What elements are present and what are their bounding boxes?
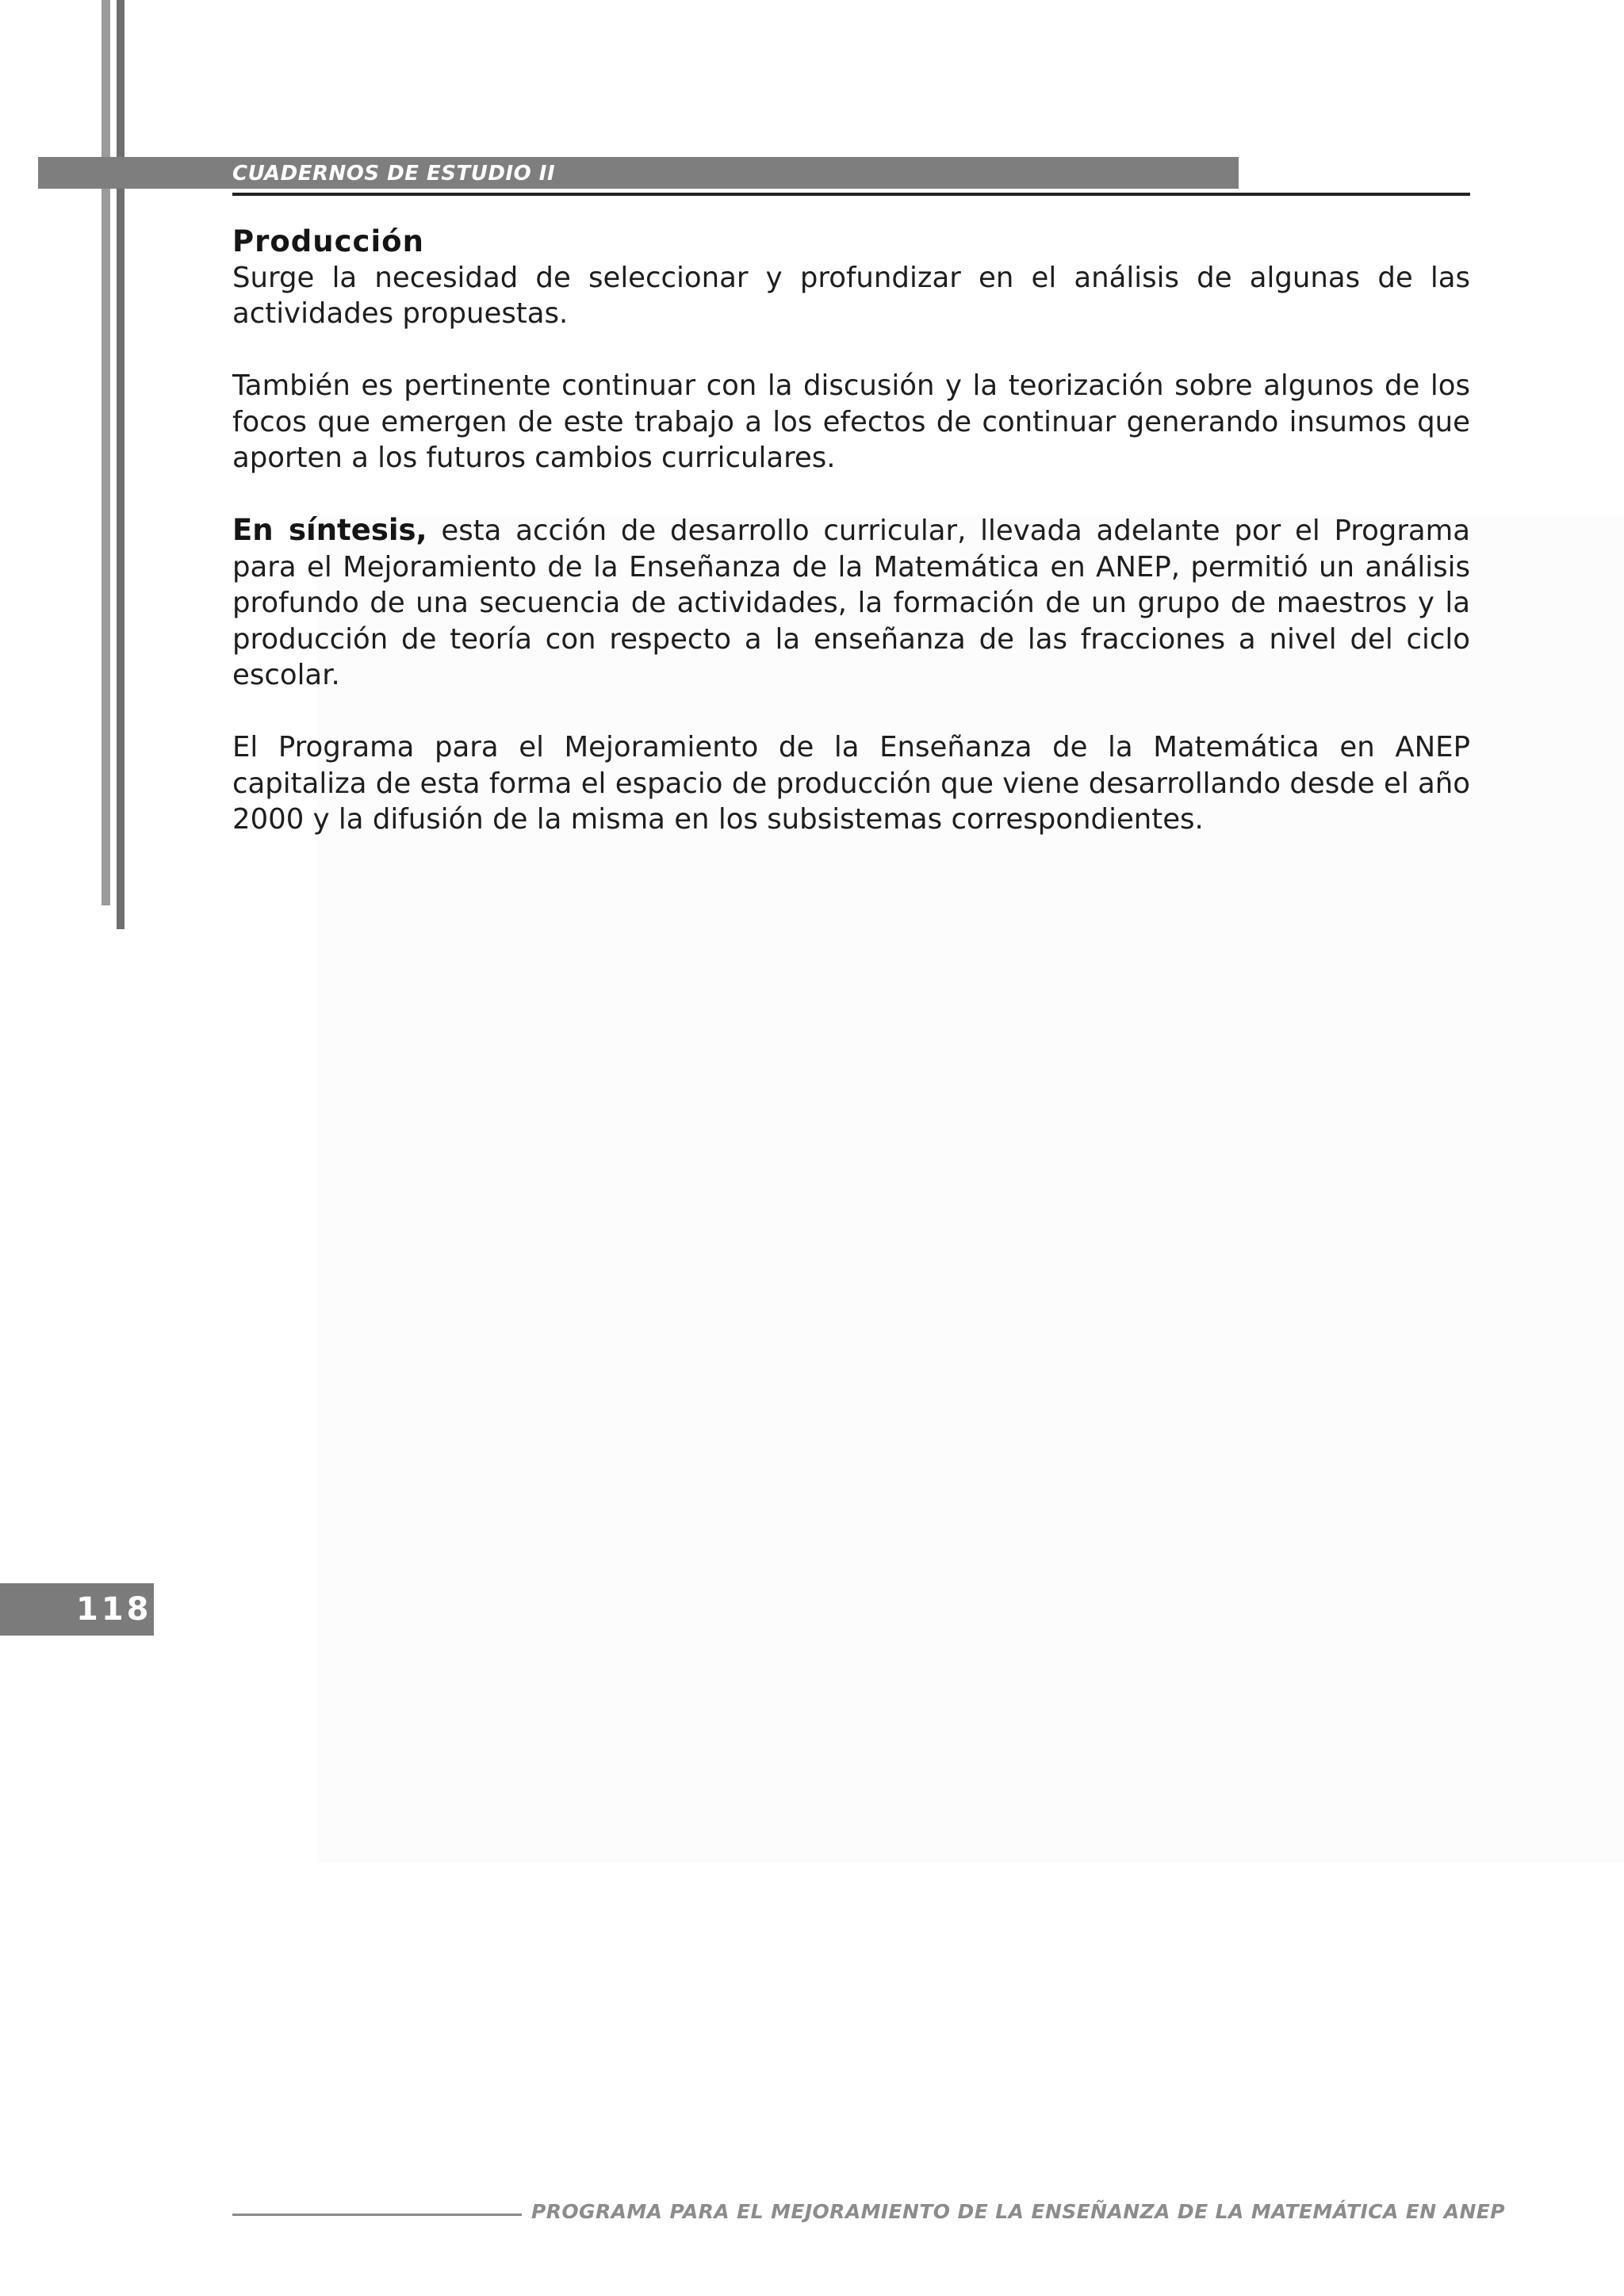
header-band [38, 157, 1239, 189]
footer-program-title: PROGRAMA PARA EL MEJORAMIENTO DE LA ENSEÑANZA DE LA MATEMÁTICA EN ANEP [531, 2200, 1505, 2223]
paragraph-3-lead: En síntesis, [232, 513, 427, 547]
page-number: 118 [76, 1591, 152, 1628]
running-title: CUADERNOS DE ESTUDIO II [232, 162, 556, 186]
paragraph-4: El Programa para el Mejoramiento de la Enseñanza de la Matemática en ANEP capitaliza de esta forma el espacio de producción que viene desarrollando desde el año 2000 y la difusión de la misma en los subsistemas correspondientes. [232, 731, 1470, 836]
paragraph-3-text: esta acción de desarrollo curricular, llevada adelante por el Programa para el Mejoramiento de la Enseñanza de la Matemática en ANEP, permitió un análisis profundo de una secuencia de actividades, la formación de un grupo de maestros y la producción de teoría con respecto a la enseñanza de las fracciones a nivel del ciclo escolar. [232, 515, 1471, 691]
paragraph-1: Surge la necesidad de seleccionar y profundizar en el análisis de algunas de las actividades propuestas. [232, 261, 1470, 330]
section-heading: Producción [232, 224, 424, 258]
paragraph-3 [232, 512, 1470, 694]
page-content [232, 224, 1470, 874]
left-margin-bar-light [102, 0, 110, 905]
footer-rule [232, 2214, 522, 2216]
header-rule [232, 193, 1470, 196]
paragraph-2: También es pertinente continuar con la discusión y la teorización sobre algunos de los focos que emergen de este trabajo a los efectos de continuar generando insumos que aporten a los futuros cambios curriculares. [232, 369, 1470, 474]
left-margin-bar-dark [117, 0, 124, 929]
